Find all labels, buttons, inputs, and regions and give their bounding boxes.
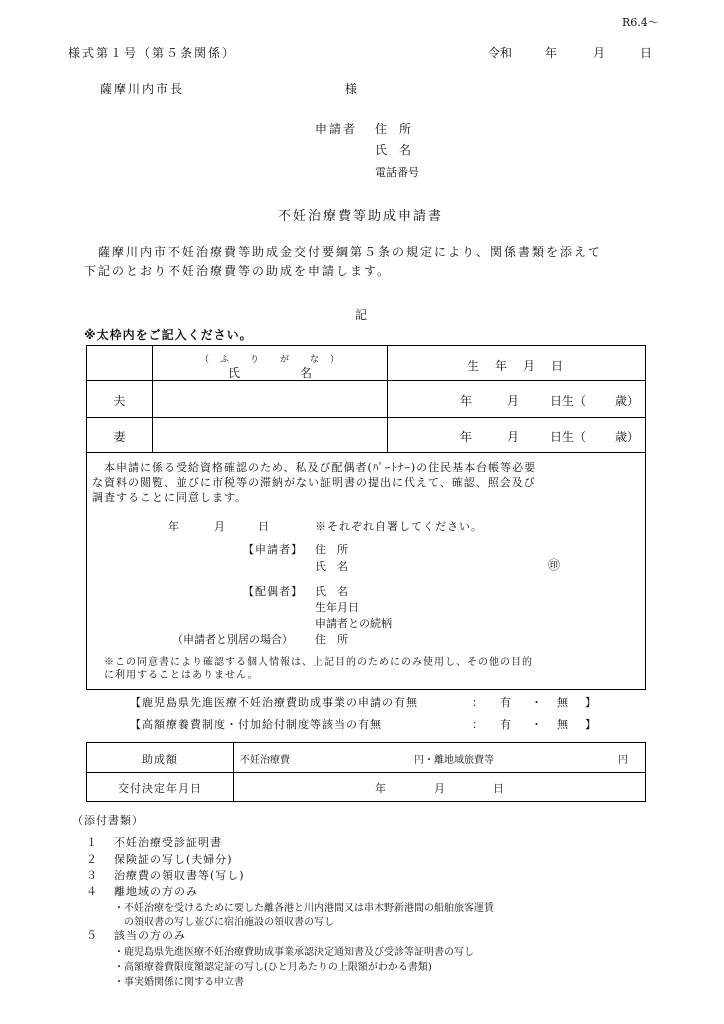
divider: [87, 417, 646, 418]
decision-label: 交付決定年月日: [118, 782, 202, 795]
wife-dob-year: 年: [460, 430, 473, 444]
attachment-num: ３: [86, 869, 97, 882]
consent-line: 本申請に係る受給資格確認のため、私及び配偶者(ﾊﾟｰﾄﾅｰ)の住民基本台帳等必要: [92, 461, 537, 474]
question-yes: 有: [500, 718, 511, 731]
date-era: 令和: [488, 46, 513, 60]
consent-date-month: 月: [214, 520, 225, 533]
attachment-sub-item: ・事実婚関係に関する申立書: [114, 977, 244, 988]
attachment-item: 不妊治療受診証明書: [114, 836, 222, 849]
husband-dob-day: 日生（: [550, 394, 587, 408]
consent-applicant-address: 住 所: [315, 543, 348, 556]
spouse-dob-label: 生年月日: [315, 601, 359, 614]
consent-applicant-name: 氏 名: [315, 560, 348, 573]
attachment-sub-item: ・不妊治療を受けるために要した離各港と川内港間又は串木野新港間の船舶旅客運賃: [114, 903, 494, 914]
question-no: 無: [557, 718, 568, 731]
spouse-name-label: 氏 名: [315, 585, 348, 598]
spouse-tag: 【配偶者】: [243, 585, 303, 598]
version-label: R6.4～: [622, 16, 659, 29]
grant-fertility-label: 不妊治療費: [240, 755, 290, 766]
decision-day: 日: [493, 782, 504, 795]
intro-line: 薩摩川内市不妊治療費等助成金交付要綱第５条の規定により、関係書類を添えて: [84, 245, 603, 259]
divider: [645, 742, 646, 801]
consent-date-year: 年: [168, 520, 179, 533]
grant-yen: 円: [618, 755, 628, 766]
attachment-item: 治療費の領収書等(写し): [114, 869, 245, 882]
form-number: 様式第１号（第５条関係）: [68, 46, 237, 60]
attachments-heading: （添付書類）: [72, 814, 144, 827]
husband-dob-year: 年: [460, 394, 473, 408]
decision-month: 月: [434, 782, 445, 795]
wife-age: 歳）: [615, 430, 640, 444]
addressee: 薩摩川内市長: [100, 82, 185, 96]
attachment-item: 離地域の方のみ: [114, 885, 198, 898]
privacy-line: ※この同意書により確認する個人情報は、上記目的のためにのみ使用し、その他の目的: [104, 657, 533, 668]
grant-remote-label: 円・離地域旅費等: [414, 755, 494, 766]
question-high-cost: 【高額療養費制度・付加給付制度等該当の有無: [130, 718, 382, 731]
privacy-line: に利用することはありません。: [104, 670, 259, 681]
applicant-tag: 【申請者】: [243, 543, 303, 556]
spouse-relation-label: 申請者との続柄: [315, 617, 392, 630]
question-prefectural-aid: 【鹿児島県先進医療不妊治療費助成事業の申請の有無: [130, 696, 418, 709]
attachment-sub-item: ・鹿児島県先進医療不妊治療費助成事業承認決定通知書及び受診等証明書の写し: [114, 947, 474, 958]
page-title: 不妊治療費等助成申請書: [278, 209, 444, 224]
seal-mark: ㊞: [548, 558, 561, 572]
date-month: 月: [593, 46, 606, 60]
date-day: 日: [640, 46, 653, 60]
decision-year: 年: [375, 782, 386, 795]
spouse-address-label: 住 所: [315, 633, 348, 646]
question-close: 】: [585, 696, 596, 709]
husband-dob-month: 月: [507, 394, 520, 408]
honorific: 様: [345, 82, 358, 96]
ki-label: 記: [355, 308, 368, 322]
divider: [86, 801, 646, 802]
attachment-num: ２: [86, 853, 97, 866]
question-colon: ：: [472, 696, 483, 709]
applicant-address-label: 住 所: [375, 122, 412, 136]
question-yes: 有: [500, 696, 511, 709]
intro-paragraph: [84, 243, 602, 281]
consent-text: [92, 460, 642, 505]
attachment-num: ５: [86, 929, 97, 942]
question-dot: ・: [531, 696, 542, 709]
husband-label: 夫: [113, 394, 126, 408]
privacy-note: [104, 656, 533, 682]
question-dot: ・: [531, 718, 542, 731]
sign-note: ※それぞれ自署してください。: [315, 520, 483, 533]
wife-dob-month: 月: [507, 430, 520, 444]
attachment-num: ４: [86, 885, 97, 898]
divider: [87, 452, 646, 453]
consent-date-day: 日: [258, 520, 269, 533]
furigana-header: （ ふ り が な ）: [199, 355, 340, 365]
grant-label: 助成額: [142, 753, 178, 766]
attachment-item: 保険証の写し(夫婦分): [114, 853, 233, 866]
consent-line: な資料の閲覧、並びに市税等の滞納がない証明書の提出に代えて、確認、照会及び: [92, 476, 536, 489]
husband-age: 歳）: [615, 394, 640, 408]
divider: [233, 742, 234, 801]
attachment-num: １: [86, 836, 97, 849]
intro-line: 下記のとおり不妊治療費等の助成を申請します。: [84, 264, 392, 278]
attachment-item: 該当の方のみ: [114, 929, 186, 942]
notice-text: ※太枠内をご記入ください。: [84, 328, 253, 342]
name-header: 氏 名: [227, 366, 312, 380]
date-year: 年: [545, 46, 558, 60]
consent-line: 調査することに同意します。: [92, 491, 248, 504]
question-no: 無: [557, 696, 568, 709]
question-colon: ：: [472, 718, 483, 731]
applicant-label: 申請者: [315, 122, 358, 136]
applicant-name-label: 氏 名: [375, 143, 412, 157]
attachment-sub-item: ・高額療養費限度額認定証の写し(ひと月あたりの上限額がわかる書類): [114, 962, 432, 973]
dob-header: 生 年 月 日: [466, 359, 565, 373]
divider: [86, 772, 646, 773]
question-close: 】: [585, 718, 596, 731]
attachment-sub-item: の領収書の写し並びに宿泊施設の領収書の写し: [114, 917, 334, 928]
divider: [86, 742, 646, 743]
wife-label: 妻: [113, 430, 126, 444]
separate-note: （申請者と別居の場合）: [172, 633, 293, 646]
wife-dob-day: 日生（: [550, 430, 587, 444]
applicant-phone-label: 電話番号: [375, 166, 419, 179]
